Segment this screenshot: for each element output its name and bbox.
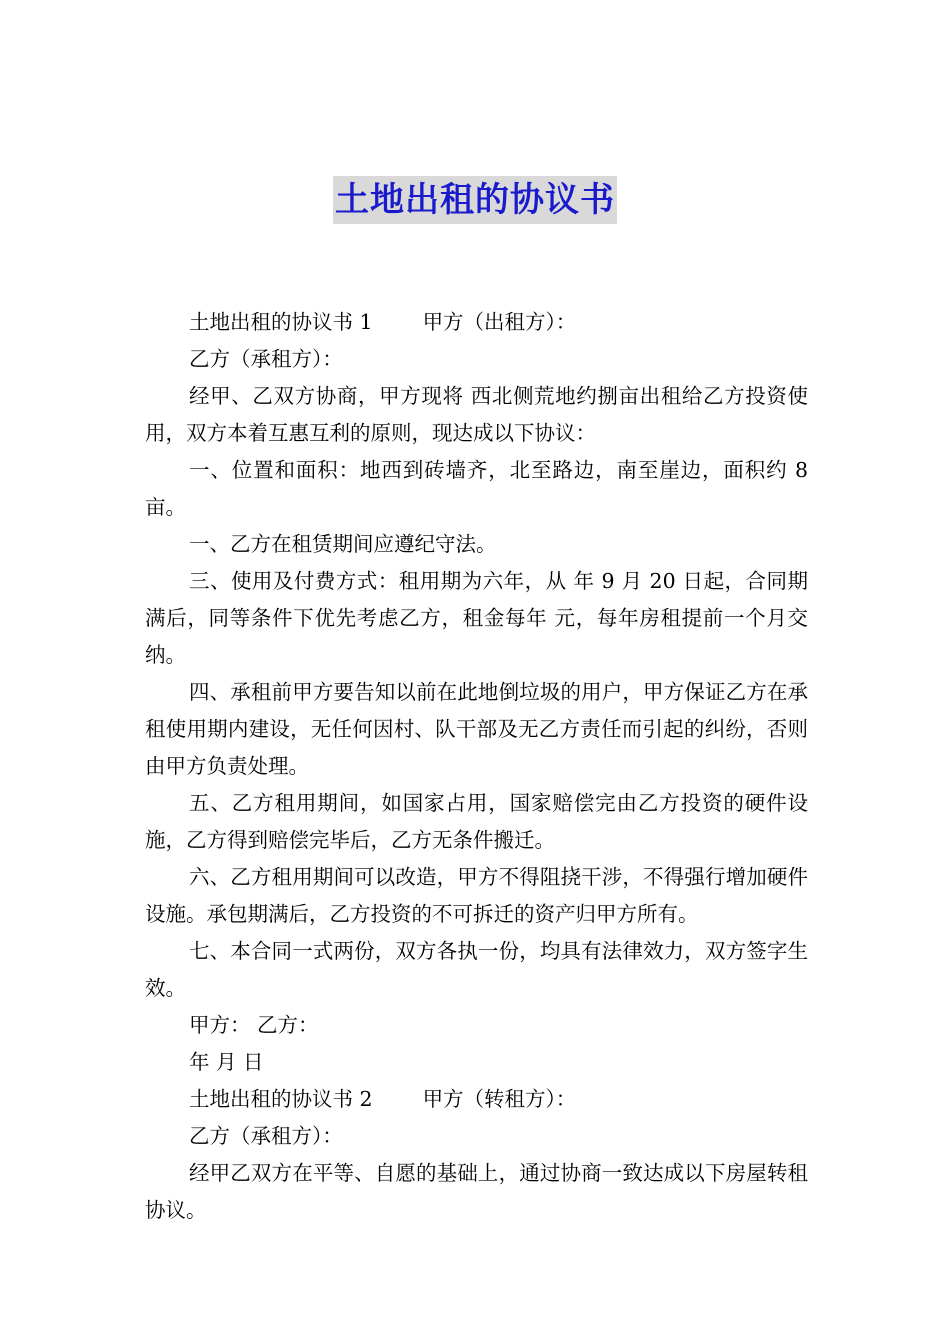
paragraph: 六、乙方租用期间可以改造，甲方不得阻挠干涉，不得强行增加硬件设施。承包期满后，乙方投资的不可拆迁的资产归甲方所有。 <box>145 865 808 926</box>
party-a-label-2: 甲方（转租方）： <box>422 1087 577 1111</box>
signature-line: 甲方： 乙方： <box>189 1013 319 1037</box>
paragraph-heading-1 <box>145 304 808 341</box>
date-line: 年 月 日 <box>189 1050 264 1074</box>
paragraph: 经甲乙双方在平等、自愿的基础上，通过协商一致达成以下房屋转租协议。 <box>145 1161 808 1222</box>
paragraph: 五、乙方租用期间，如国家占用，国家赔偿完由乙方投资的硬件设施，乙方得到赔偿完毕后，乙方无条件搬迁。 <box>145 791 808 852</box>
paragraph: 一、乙方在租赁期间应遵纪守法。 <box>189 532 497 556</box>
paragraph: 乙方（承租方）： <box>189 1124 343 1148</box>
paragraph: 乙方（承租方）： <box>189 347 343 371</box>
party-a-label-1: 甲方（出租方）： <box>422 310 577 334</box>
document-title: 土地出租的协议书 <box>333 176 617 224</box>
subtitle-2: 土地出租的协议书 2 <box>189 1087 373 1111</box>
document-body <box>145 304 808 1229</box>
paragraph: 三、使用及付费方式：租用期为六年，从 年 9 月 20 日起，合同期满后，同等条件下优先考虑乙方，租金每年 元，每年房租提前一个月交纳。 <box>145 569 808 667</box>
title-wrap <box>0 176 950 224</box>
paragraph: 一、位置和面积：地西到砖墙齐，北至路边，南至崖边，面积约 8 亩。 <box>145 458 808 519</box>
subtitle-1: 土地出租的协议书 1 <box>189 310 373 334</box>
paragraph: 经甲、乙双方协商，甲方现将 西北侧荒地约捌亩出租给乙方投资使用，双方本着互惠互利的原则，现达成以下协议： <box>145 384 808 445</box>
paragraph: 七、本合同一式两份，双方各执一份，均具有法律效力，双方签字生效。 <box>145 939 808 1000</box>
paragraph-heading-2 <box>145 1081 808 1118</box>
paragraph: 四、承租前甲方要告知以前在此地倒垃圾的用户，甲方保证乙方在承租使用期内建设，无任何因村、队干部及无乙方责任而引起的纠纷，否则由甲方负责处理。 <box>145 680 808 778</box>
